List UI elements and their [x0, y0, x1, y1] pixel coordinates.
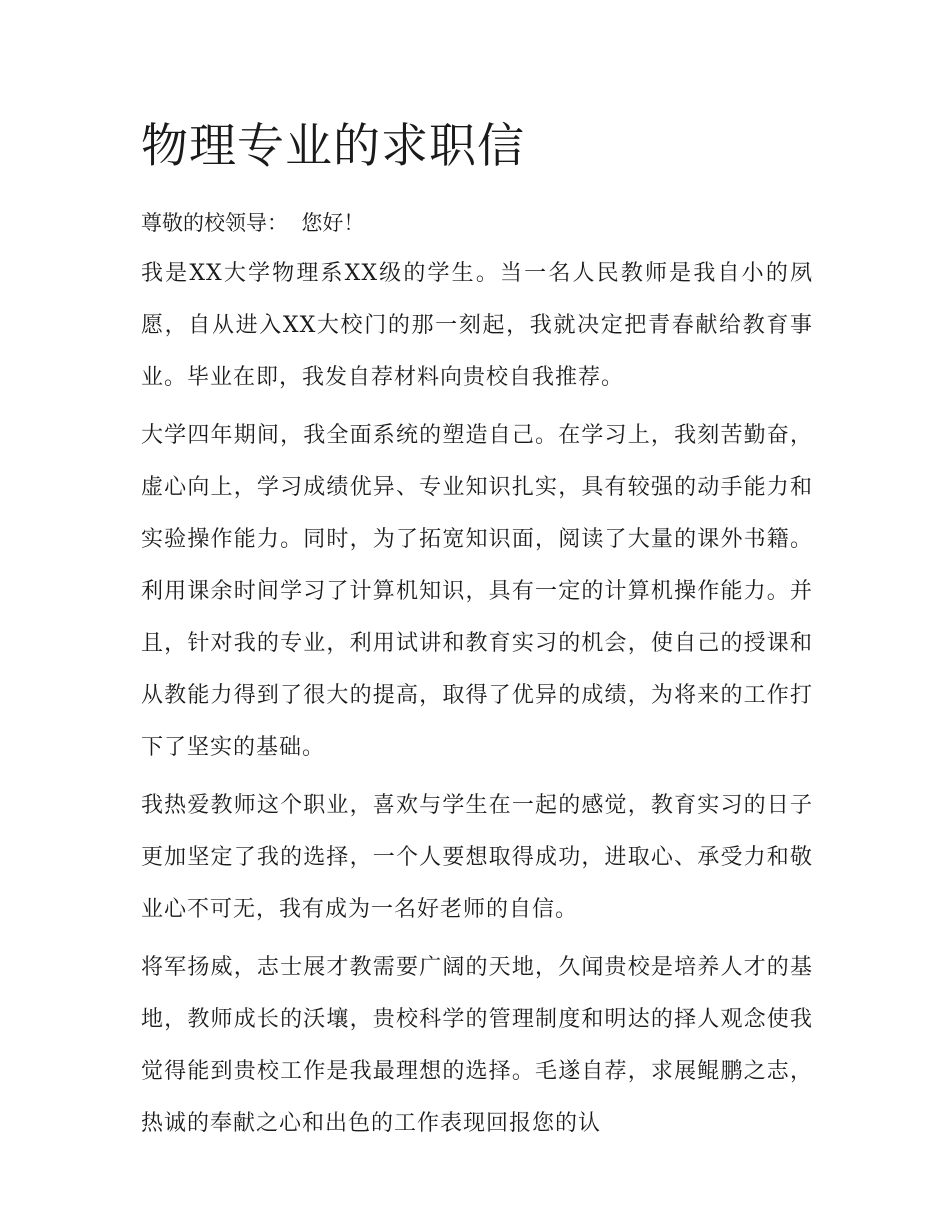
document-title: 物理专业的求职信 [141, 119, 525, 174]
paragraph-studies: 大学四年期间，我全面系统的塑造自己。在学习上，我刻苦勤奋，虚心向上，学习成绩优异、专业知识扎实，具有较强的动手能力和实验操作能力。同时，为了拓宽知识面，阅读了大量的课外书籍。利用课余时间学习了计算机知识，具有一定的计算机操作能力。并且，针对我的专业，利用试讲和教育实习的机会，使自己的授课和从教能力得到了很大的提高，取得了优异的成绩，为将来的工作打下了坚实的基础。 [141, 423, 813, 760]
paragraph-teaching-passion: 我热爱教师这个职业，喜欢与学生在一起的感觉，教育实习的日子更加坚定了我的选择，一个人要想取得成功，进取心、承受力和敬业心不可无，我有成为一名好老师的自信。 [141, 793, 813, 922]
paragraph-closing: 将军扬威，志士展才教需要广阔的天地，久闻贵校是培养人才的基地，教师成长的沃壤，贵校科学的管理制度和明达的择人观念使我觉得能到贵校工作是我最理想的选择。毛遂自荐，求展鲲鹏之志，热诚的奉献之心和出色的工作表现回报您的认 [141, 955, 813, 1136]
letter-body [141, 112, 813, 1150]
paragraph-intro: 我是XX大学物理系XX级的学生。当一名人民教师是我自小的夙愿，自从进入XX大校门的那一刻起，我就决定把青春献给教育事业。毕业在即，我发自荐材料向贵校自我推荐。 [141, 261, 813, 390]
salutation: 尊敬的校领导： 您好！ [141, 211, 365, 235]
